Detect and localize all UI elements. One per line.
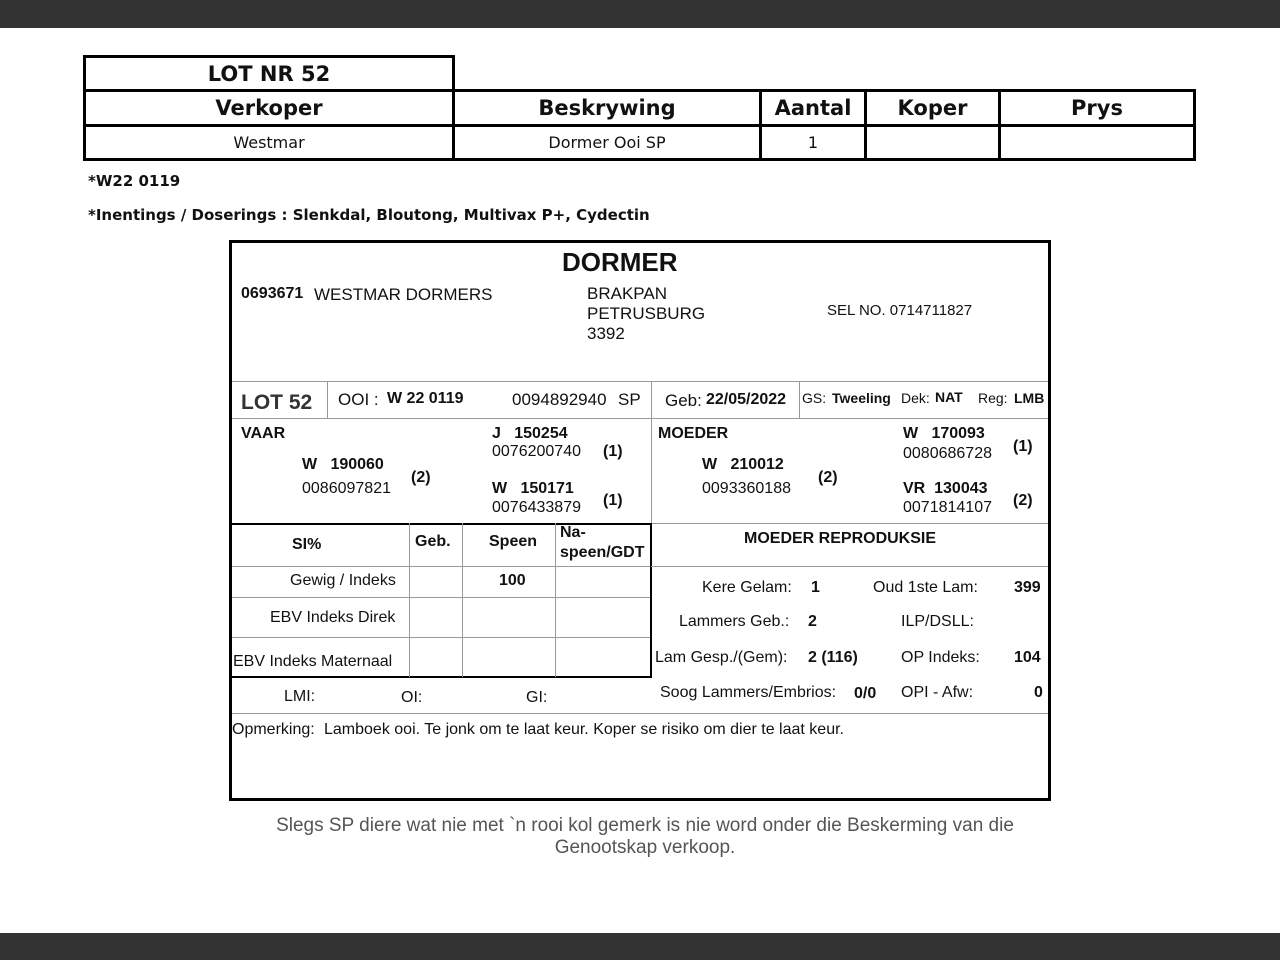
vaar-reg: 0086097821 [302,480,391,497]
divider-geb-v [651,381,652,419]
si-row-speen: 100 [499,572,526,589]
lot-number-cell [83,55,455,92]
op-value: 104 [1014,649,1041,666]
divider-gs-v [799,381,800,419]
divider-repro-header [651,566,1048,567]
top-bar [0,0,1280,28]
si-header: SI% [292,536,322,553]
header-beskrywing: Beskrywing [452,89,762,127]
address-line-3: 3392 [587,324,625,343]
footer-line-2: Genootskap verkoop. [554,837,736,858]
ooi-class: SP [618,390,641,409]
lot-number: LOT NR 52 [207,61,331,86]
lam-gesp-label: Lam Gesp./(Gem): [655,649,788,666]
repro-title: MOEDER REPRODUKSIE [744,530,937,547]
reg-label: Reg: [978,390,1008,406]
op-label: OP Indeks: [901,649,980,666]
oud-value: 399 [1014,579,1041,596]
si-row-label: EBV Indeks Maternaal [233,653,393,670]
gs-label: GS: [802,390,827,406]
divider-lot-v [327,381,328,419]
kere-gelam-label: Kere Gelam: [702,579,792,596]
lam-gesp-value: 2 (116) [808,649,858,666]
ilp-label: ILP/DSLL: [901,613,974,630]
geb-value: 22/05/2022 [706,391,787,408]
oud-label: Oud 1ste Lam: [873,579,978,596]
moeder-vaar-reg: 0080686728 [903,445,992,462]
header-aantal: Aantal [759,89,867,127]
dek-value: NAT [935,389,963,405]
address-line-1: BRAKPAN [587,284,667,303]
soog-value: 0/0 [854,685,877,702]
breeder-name: WESTMAR DORMERS [314,285,493,304]
header-koper: Koper [864,89,1001,127]
vaar-id: W 190060 [302,456,384,473]
speen-header: Speen [489,533,538,550]
moeder-vaar-id: W 170093 [903,425,985,442]
moeder-label: MOEDER [658,425,729,442]
divider-lot-top [232,381,1048,382]
reg-value: LMB [1014,390,1045,406]
vaar-moeder-count: (1) [603,492,623,509]
soog-label: Soog Lammers/Embrios: [660,684,837,701]
footer-line-1: Slegs SP diere wat nie met `n rooi kol gemerk is nie word onder die Beskerming van die [276,815,1014,836]
moeder-moeder-count: (2) [1013,492,1033,509]
divider-pedigree-v [651,418,652,524]
remark-label: Opmerking: [232,721,315,738]
moeder-count: (2) [818,469,838,486]
card-lot: LOT 52 [241,391,313,414]
lammers-geb-label: Lammers Geb.: [679,613,790,630]
vaar-moeder-reg: 0076433879 [492,499,581,516]
dek-label: Dek: [901,390,930,406]
cell-prys [998,124,1196,161]
lmi-label: LMI: [284,688,316,705]
moeder-id: W 210012 [702,456,784,473]
cell-aantal: 1 [759,124,867,161]
vaar-vaar-count: (1) [603,443,623,460]
ooi-label: OOI : [338,390,379,409]
divider-remark-top [232,713,1048,714]
naspeen-header-2: speen/GDT [560,544,645,561]
breed-title: DORMER [562,247,678,277]
address-line-2: PETRUSBURG [587,304,706,323]
header-prys: Prys [998,89,1196,127]
footer-disclaimer [200,815,1090,859]
moeder-reg: 0093360188 [702,480,791,497]
naspeen-header-1: Na- [560,524,586,541]
moeder-moeder-id: VR 130043 [903,480,988,497]
vaccination-note: *Inentings / Doserings : Slenkdal, Bloutong, Multivax P+, Cydectin [88,206,650,224]
vaar-moeder-id: W 150171 [492,480,574,497]
header-verkoper: Verkoper [83,89,455,127]
kere-gelam-value: 1 [811,579,820,596]
si-row-label: Gewig / Indeks [290,572,396,589]
moeder-moeder-reg: 0071814107 [903,499,992,516]
opi-label: OPI - Afw: [901,684,974,701]
ooi-value: W 22 0119 [387,390,464,407]
breeder-number: 0693671 [241,285,304,302]
sel-no: SEL NO. 0714711827 [827,302,973,319]
vaar-vaar-id: J 150254 [492,425,568,442]
gs-value: Tweeling [832,390,891,406]
geb-header: Geb. [415,533,451,550]
lammers-geb-value: 2 [808,613,817,630]
geb-label: Geb: [665,391,702,410]
si-row-label: EBV Indeks Direk [270,609,396,626]
cell-beskrywing: Dormer Ooi SP [452,124,762,161]
opi-value: 0 [1034,684,1043,701]
remark-text: Lamboek ooi. Te jonk om te laat keur. Koper se risiko om dier te laat keur. [324,721,844,738]
vaar-vaar-reg: 0076200740 [492,443,581,460]
gi-label: GI: [526,689,548,706]
bottom-bar [0,933,1280,960]
vaar-label: VAAR [241,425,286,442]
id-note: *W22 0119 [88,172,181,190]
moeder-vaar-count: (1) [1013,438,1033,455]
oi-label: OI: [401,689,423,706]
ooi-reg: 0094892940 [512,390,607,409]
cell-verkoper: Westmar [83,124,455,161]
divider-lot-bottom [232,418,1048,419]
divider-repro-top [651,523,1048,524]
pedigree-card [229,240,1051,801]
cell-koper [864,124,1001,161]
vaar-count: (2) [411,469,431,486]
